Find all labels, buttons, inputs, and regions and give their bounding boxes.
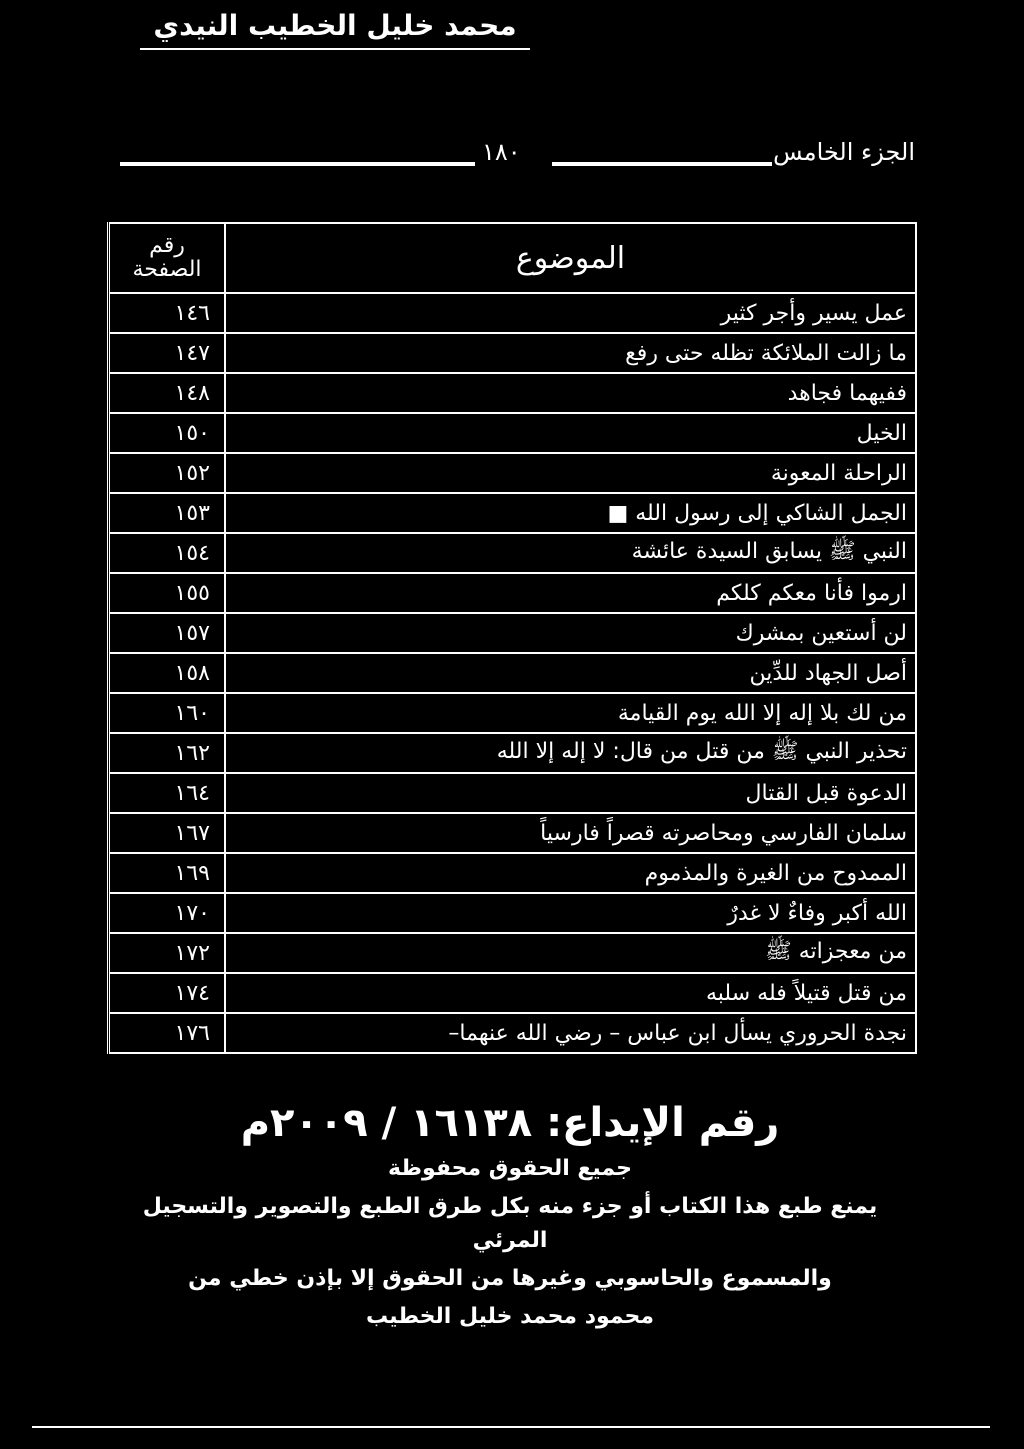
toc-topic: من معجزاته ﷺ <box>225 933 916 973</box>
toc-page: ١٥٥ <box>109 573 226 613</box>
toc-row <box>109 933 917 973</box>
toc-row <box>109 333 917 373</box>
toc-row <box>109 533 917 573</box>
toc-row <box>109 413 917 453</box>
toc-topic: من لك بلا إله إلا الله يوم القيامة <box>225 693 916 733</box>
bottom-rule <box>32 1426 990 1428</box>
toc-row <box>109 773 917 813</box>
toc-page: ١٦٩ <box>109 853 226 893</box>
toc-page: ١٥٣ <box>109 493 226 533</box>
toc-row <box>109 1013 917 1053</box>
toc-topic: تحذير النبي ﷺ من قتل من قال: لا إله إلا الله <box>225 733 916 773</box>
toc-row <box>109 573 917 613</box>
toc-topic: عمل يسير وأجر كثير <box>225 293 916 333</box>
toc-topic: من قتل قتيلاً فله سلبه <box>225 973 916 1013</box>
toc-topic: لن أستعين بمشرك <box>225 613 916 653</box>
rights-line-3: محمود محمد خليل الخطيب <box>365 1304 655 1329</box>
toc-topic: أصل الجهاد للدِّين <box>225 653 916 693</box>
author-name: محمد خليل الخطيب النيدي <box>140 8 530 50</box>
deposit-number: رقم الإيداع: ١٦١٣٨ / ٢٠٠٩م <box>240 1100 780 1146</box>
toc-row <box>109 453 917 493</box>
toc-topic: ارموا فأنا معكم كلكم <box>225 573 916 613</box>
toc-col-topic: الموضوع <box>225 223 916 293</box>
toc-page: ١٥٤ <box>109 533 226 573</box>
toc-page: ١٦٤ <box>109 773 226 813</box>
toc-topic: الخيل <box>225 413 916 453</box>
toc-row <box>109 493 917 533</box>
part-label: الجزء الخامس <box>773 138 915 166</box>
toc-row <box>109 853 917 893</box>
colophon <box>140 1100 880 1338</box>
rights-line-2: والمسموع والحاسوبي وغيرها من الحقوق إلا بإذن خطي من <box>188 1266 832 1291</box>
toc-page: ١٤٧ <box>109 333 226 373</box>
toc-page: ١٧٤ <box>109 973 226 1013</box>
toc-topic: الدعوة قبل القتال <box>225 773 916 813</box>
toc-page: ١٤٦ <box>109 293 226 333</box>
page-header-line <box>120 138 915 172</box>
toc-topic: النبي ﷺ يسابق السيدة عائشة <box>225 533 916 573</box>
toc-table <box>107 222 917 1054</box>
toc-row <box>109 653 917 693</box>
toc-topic: الممدوح من الغيرة والمذموم <box>225 853 916 893</box>
page-number: ١٨٠ <box>482 138 521 166</box>
toc-row <box>109 613 917 653</box>
toc-row <box>109 373 917 413</box>
toc-row <box>109 893 917 933</box>
toc-topic: الله أكبر وفاءٌ لا غدرٌ <box>225 893 916 933</box>
toc-page: ١٦٠ <box>109 693 226 733</box>
rights-reserved: جميع الحقوق محفوظة <box>387 1156 633 1181</box>
toc-col-page: رقم الصفحة <box>109 223 226 293</box>
toc-header-row <box>109 223 917 293</box>
toc-row <box>109 693 917 733</box>
toc-topic: ما زالت الملائكة تظله حتى رفع <box>225 333 916 373</box>
toc-page: ١٧٠ <box>109 893 226 933</box>
toc-page: ١٧٢ <box>109 933 226 973</box>
header-rule-right <box>552 162 772 166</box>
toc-topic: الجمل الشاكي إلى رسول الله ■ <box>225 493 916 533</box>
toc-page: ١٦٧ <box>109 813 226 853</box>
toc-page: ١٥٨ <box>109 653 226 693</box>
rights-line-1: يمنع طبع هذا الكتاب أو جزء منه بكل طرق الطبع والتصوير والتسجيل المرئي <box>142 1194 878 1253</box>
toc-page: ١٤٨ <box>109 373 226 413</box>
toc-page: ١٥٧ <box>109 613 226 653</box>
toc-topic: سلمان الفارسي ومحاصرته قصراً فارسياً <box>225 813 916 853</box>
toc-row <box>109 973 917 1013</box>
toc-page: ١٥٢ <box>109 453 226 493</box>
toc-topic: نجدة الحروري يسأل ابن عباس – رضي الله عنهما– <box>225 1013 916 1053</box>
toc-topic: ففيهما فجاهد <box>225 373 916 413</box>
toc-row <box>109 293 917 333</box>
toc-topic: الراحلة المعونة <box>225 453 916 493</box>
toc-page: ١٦٢ <box>109 733 226 773</box>
toc-row <box>109 813 917 853</box>
toc-page: ١٧٦ <box>109 1013 226 1053</box>
toc-row <box>109 733 917 773</box>
toc-page: ١٥٠ <box>109 413 226 453</box>
header-rule-left <box>120 162 475 166</box>
toc-body <box>109 293 917 1053</box>
